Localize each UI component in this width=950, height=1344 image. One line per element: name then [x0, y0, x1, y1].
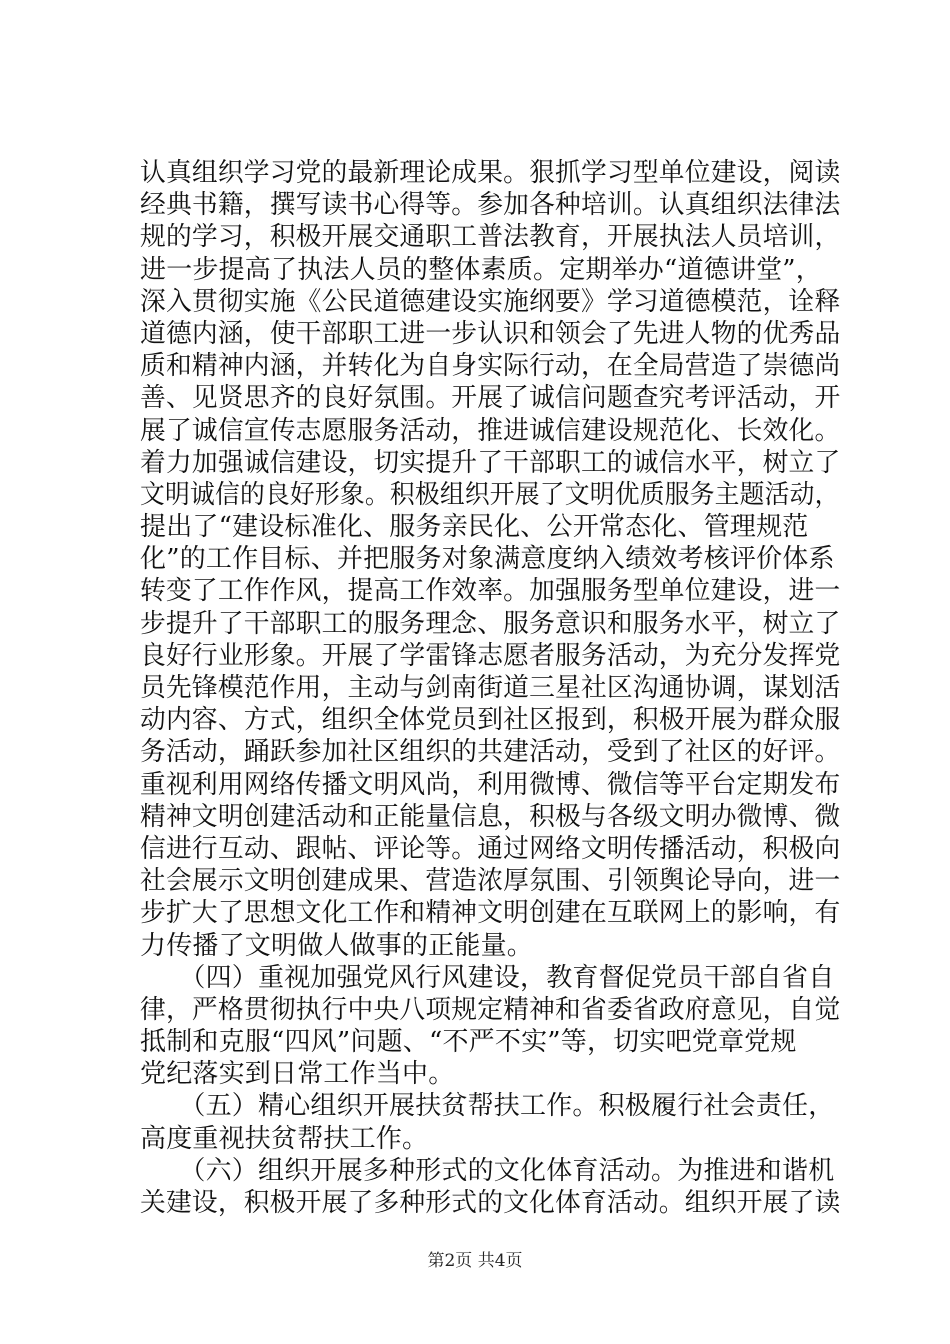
text-line: 化”的工作目标、并把服务对象满意度纳入绩效考核评价体系: [140, 544, 835, 575]
text-line: 高度重视扶贫帮扶工作。: [140, 1123, 429, 1154]
text-line: 展了诚信宣传志愿服务活动，推进诚信建设规范化、长效化。: [140, 415, 841, 446]
text-line: 深入贯彻实施《公民道德建设实施纲要》学习道德模范，诠释: [140, 286, 841, 317]
text-line: 着力加强诚信建设，切实提升了干部职工的诚信水平，树立了: [140, 447, 841, 478]
text-line: 进一步提高了执法人员的整体素质。定期举办“道德讲堂”，: [140, 254, 822, 285]
text-line: 道德内涵，使干部职工进一步认识和领会了先进人物的优秀品: [140, 318, 841, 349]
text-line: （五）精心组织开展扶贫帮扶工作。积极履行社会责任，: [140, 1091, 835, 1122]
text-line: 良好行业形象。开展了学雷锋志愿者服务活动，为充分发挥党: [140, 640, 841, 671]
text-line: 质和精神内涵，并转化为自身实际行动，在全局营造了崇德尚: [140, 351, 841, 382]
text-line: 善、见贤思齐的良好氛围。开展了诚信问题查究考评活动，开: [140, 383, 841, 414]
text-line: 步扩大了思想文化工作和精神文明创建在互联网上的影响，有: [140, 898, 841, 929]
text-line: 重视利用网络传播文明风尚，利用微博、微信等平台定期发布: [140, 769, 841, 800]
text-line: 律，严格贯彻执行中央八项规定精神和省委省政府意见，自觉: [140, 994, 841, 1025]
text-line: 力传播了文明做人做事的正能量。: [140, 930, 534, 961]
text-line: （四）重视加强党风行风建设，教育督促党员干部自省自: [140, 962, 835, 993]
text-line: 文明诚信的良好形象。积极组织开展了文明优质服务主题活动，: [140, 479, 840, 510]
text-line: 提出了“建设标准化、服务亲民化、公开常态化、管理规范: [140, 512, 809, 543]
text-line: 动内容、方式，组织全体党员到社区报到，积极开展为群众服: [140, 705, 841, 736]
text-line: 社会展示文明创建成果、营造浓厚氛围、引领舆论导向，进一: [140, 866, 841, 897]
text-line: 精神文明创建活动和正能量信息，积极与各级文明办微博、微: [140, 801, 841, 832]
text-line: 转变了工作作风，提高工作效率。加强服务型单位建设，进一: [140, 576, 841, 607]
body-text: [140, 157, 840, 1219]
text-line: 步提升了干部职工的服务理念、服务意识和服务水平，树立了: [140, 608, 841, 639]
text-line: （六）组织开展多种形式的文化体育活动。为推进和谐机: [140, 1155, 835, 1186]
text-line: 信进行互动、跟帖、评论等。通过网络文明传播活动，积极向: [140, 833, 841, 864]
text-line: 务活动，踊跃参加社区组织的共建活动，受到了社区的好评。: [140, 737, 841, 768]
text-line: 党纪落实到日常工作当中。: [140, 1059, 455, 1090]
page-footer: 第2页 共4页: [427, 1251, 523, 1271]
text-line: 抵制和克服“四风”问题、“不严不实”等，切实吧党章党规: [140, 1027, 797, 1058]
text-line: 经典书籍，撰写读书心得等。参加各种培训。认真组织法律法: [140, 190, 841, 221]
text-line: 规的学习，积极开展交通职工普法教育，开展执法人员培训，: [140, 222, 841, 253]
text-line: 认真组织学习党的最新理论成果。狠抓学习型单位建设，阅读: [140, 158, 841, 188]
text-line: 关建设，积极开展了多种形式的文化体育活动。组织开展了读: [140, 1188, 841, 1218]
text-line: 员先锋模范作用，主动与剑南街道三星社区沟通协调，谋划活: [140, 673, 841, 703]
